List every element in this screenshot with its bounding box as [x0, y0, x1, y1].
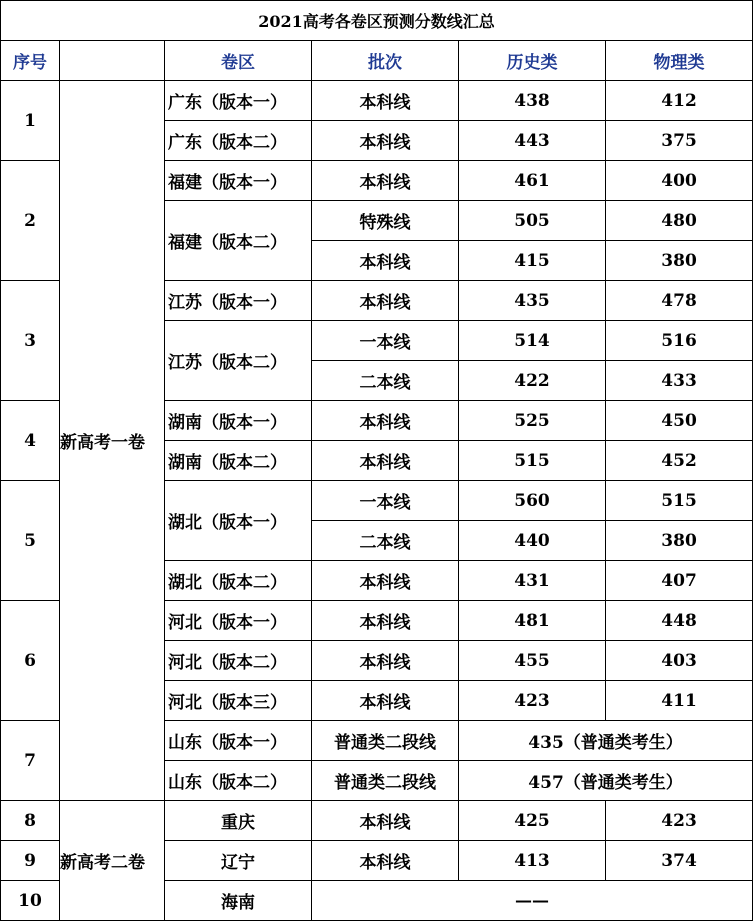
history-cell: 514: [459, 321, 606, 361]
physics-cell: 411: [606, 681, 753, 721]
physics-cell: 380: [606, 521, 753, 561]
row-number: 9: [1, 841, 60, 881]
region-cell: 湖北（版本一）: [165, 481, 312, 561]
region-cell: 江苏（版本一）: [165, 281, 312, 321]
merged-score-cell: 457（普通类考生）: [459, 761, 753, 801]
physics-cell: 450: [606, 401, 753, 441]
region-cell: 广东（版本一）: [165, 81, 312, 121]
physics-cell: 407: [606, 561, 753, 601]
history-cell: 422: [459, 361, 606, 401]
row-number: 4: [1, 401, 60, 481]
batch-cell: 本科线: [312, 561, 459, 601]
header-group: [60, 41, 165, 81]
history-cell: 481: [459, 601, 606, 641]
batch-cell: 本科线: [312, 441, 459, 481]
history-cell: 438: [459, 81, 606, 121]
region-cell: 湖北（版本二）: [165, 561, 312, 601]
region-cell: 河北（版本三）: [165, 681, 312, 721]
region-cell: 福建（版本一）: [165, 161, 312, 201]
batch-cell: 本科线: [312, 241, 459, 281]
history-cell: 461: [459, 161, 606, 201]
history-cell: 455: [459, 641, 606, 681]
header-batch: 批次: [312, 41, 459, 81]
row-number: 3: [1, 281, 60, 401]
physics-cell: 375: [606, 121, 753, 161]
header-region: 卷区: [165, 41, 312, 81]
physics-cell: 380: [606, 241, 753, 281]
table-row: [1, 801, 753, 841]
region-cell: 湖南（版本二）: [165, 441, 312, 481]
history-cell: 431: [459, 561, 606, 601]
row-number: 7: [1, 721, 60, 801]
row-number: 8: [1, 801, 60, 841]
physics-cell: 452: [606, 441, 753, 481]
batch-cell: 一本线: [312, 481, 459, 521]
batch-cell: 本科线: [312, 801, 459, 841]
region-cell: 湖南（版本一）: [165, 401, 312, 441]
physics-cell: 448: [606, 601, 753, 641]
batch-cell: 普通类二段线: [312, 761, 459, 801]
region-cell: 山东（版本二）: [165, 761, 312, 801]
physics-cell: 515: [606, 481, 753, 521]
table-row: [1, 81, 753, 121]
row-number: 2: [1, 161, 60, 281]
history-cell: 413: [459, 841, 606, 881]
physics-cell: 403: [606, 641, 753, 681]
header-physics: 物理类: [606, 41, 753, 81]
batch-cell: 本科线: [312, 841, 459, 881]
region-cell: 广东（版本二）: [165, 121, 312, 161]
physics-cell: 480: [606, 201, 753, 241]
batch-cell: 本科线: [312, 681, 459, 721]
physics-cell: 433: [606, 361, 753, 401]
history-cell: 440: [459, 521, 606, 561]
batch-cell: 本科线: [312, 81, 459, 121]
history-cell: 425: [459, 801, 606, 841]
history-cell: 560: [459, 481, 606, 521]
history-cell: 515: [459, 441, 606, 481]
title-row: [1, 1, 753, 41]
physics-cell: 516: [606, 321, 753, 361]
batch-cell: 本科线: [312, 121, 459, 161]
batch-cell: 特殊线: [312, 201, 459, 241]
region-cell: 辽宁: [165, 841, 312, 881]
batch-cell: 本科线: [312, 641, 459, 681]
header-row: [1, 41, 753, 81]
row-number: 1: [1, 81, 60, 161]
physics-cell: 423: [606, 801, 753, 841]
history-cell: 423: [459, 681, 606, 721]
region-cell: 河北（版本二）: [165, 641, 312, 681]
batch-cell: 本科线: [312, 601, 459, 641]
merged-score-cell: 435（普通类考生）: [459, 721, 753, 761]
region-cell: 福建（版本二）: [165, 201, 312, 281]
physics-cell: 478: [606, 281, 753, 321]
batch-cell: 普通类二段线: [312, 721, 459, 761]
group-label: 新高考二卷: [60, 801, 165, 921]
region-cell: 江苏（版本二）: [165, 321, 312, 401]
batch-cell: 本科线: [312, 401, 459, 441]
batch-cell: 二本线: [312, 521, 459, 561]
region-cell: 河北（版本一）: [165, 601, 312, 641]
group-label: 新高考一卷: [60, 81, 165, 801]
region-cell: 海南: [165, 881, 312, 921]
history-cell: 505: [459, 201, 606, 241]
history-cell: 443: [459, 121, 606, 161]
batch-cell: 本科线: [312, 161, 459, 201]
table-title: 2021高考各卷区预测分数线汇总: [1, 1, 753, 41]
row-number: 5: [1, 481, 60, 601]
header-history: 历史类: [459, 41, 606, 81]
region-cell: 山东（版本一）: [165, 721, 312, 761]
batch-cell: 本科线: [312, 281, 459, 321]
physics-cell: 374: [606, 841, 753, 881]
history-cell: 415: [459, 241, 606, 281]
physics-cell: 412: [606, 81, 753, 121]
header-no: 序号: [1, 41, 60, 81]
physics-cell: 400: [606, 161, 753, 201]
region-cell: 重庆: [165, 801, 312, 841]
row-number: 10: [1, 881, 60, 921]
row-number: 6: [1, 601, 60, 721]
history-cell: 435: [459, 281, 606, 321]
batch-cell: 一本线: [312, 321, 459, 361]
history-cell: 525: [459, 401, 606, 441]
batch-cell: 二本线: [312, 361, 459, 401]
merged-score-cell: ——: [312, 881, 753, 921]
